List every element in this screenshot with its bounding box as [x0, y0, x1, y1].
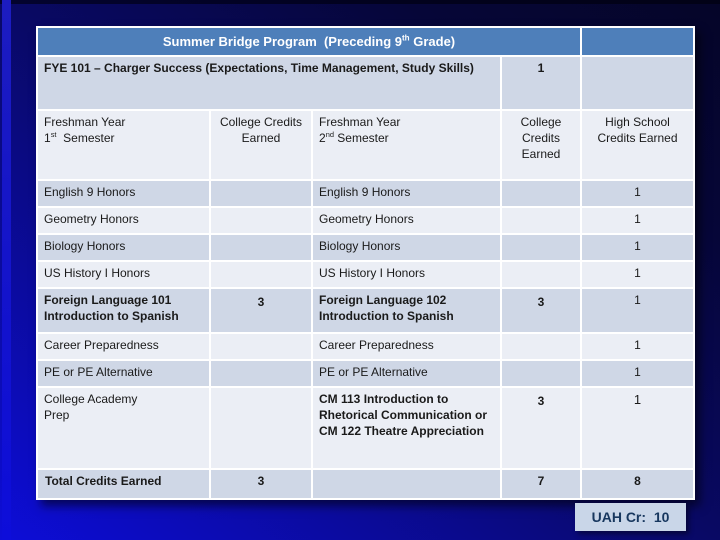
cell-hs-credits: 1	[581, 234, 694, 261]
table-title-text-end: Grade)	[409, 33, 456, 49]
table-title-spacer-cell	[581, 27, 694, 56]
college-academy-prep-text: College Academy Prep	[44, 392, 138, 423]
header-sem2-num: 2	[319, 131, 326, 146]
fye-hs-credits-cell	[581, 56, 694, 110]
cell-hs-credits: 1	[581, 288, 694, 333]
cell-hs-credits: 1	[581, 180, 694, 207]
cell-sem2-credits	[501, 207, 581, 234]
cell-sem2-credits	[501, 180, 581, 207]
credits-table	[36, 26, 695, 500]
cell-sem2-course: Career Preparedness	[312, 333, 501, 360]
header-sem1-sup: st	[50, 130, 57, 140]
header-hs-credits: High School Credits Earned	[581, 110, 694, 180]
cell-sem2-course: CM 113 Introduction to Rhetorical Communication or CM 122 Theatre Appreciation	[312, 387, 501, 469]
cell-sem2-credits	[501, 360, 581, 387]
cell-hs-credits: 1	[581, 360, 694, 387]
table-row-foreign-language	[37, 288, 694, 333]
header-sem1-num: 1	[44, 131, 51, 146]
cell-sem1-course: Geometry Honors	[37, 207, 210, 234]
cell-sem2-course: US History I Honors	[312, 261, 501, 288]
left-accent-stripe	[2, 0, 11, 540]
header-sem2-sup: nd	[325, 130, 334, 140]
cell-hs-credits: 1	[581, 333, 694, 360]
cell-sem2-credits: 3	[501, 288, 581, 333]
header-sem2-line1: Freshman Year	[319, 115, 401, 129]
total-sem1-credits: 3	[210, 469, 312, 499]
table-title-superscript: th	[402, 33, 410, 43]
table-title-text: Summer Bridge Program (Preceding 9	[162, 33, 402, 49]
cell-sem1-course: Foreign Language 101 Introduction to Spanish	[37, 288, 210, 333]
total-spacer-cell	[312, 469, 501, 499]
cell-sem2-credits: 3	[501, 387, 581, 469]
header-college-credits-1: College Credits Earned	[210, 110, 312, 180]
total-label: Total Credits Earned	[37, 469, 210, 499]
header-college-credits-2: College Credits Earned	[501, 110, 581, 180]
cell-sem1-credits	[210, 333, 312, 360]
cell-sem2-course: English 9 Honors	[312, 180, 501, 207]
cell-sem1-credits	[210, 261, 312, 288]
table-row	[37, 234, 694, 261]
cell-sem2-credits	[501, 261, 581, 288]
cell-sem1-credits	[210, 360, 312, 387]
cell-hs-credits: 1	[581, 207, 694, 234]
fye-college-credits-cell: 1	[501, 56, 581, 110]
slide-top-edge	[0, 0, 720, 4]
table-row	[37, 360, 694, 387]
cell-sem1-credits	[210, 207, 312, 234]
table-row-college-academy	[37, 387, 694, 469]
table-title-row	[37, 27, 694, 56]
fye-course-cell: FYE 101 – Charger Success (Expectations, Time Management, Study Skills)	[37, 56, 501, 110]
cell-sem2-credits	[501, 234, 581, 261]
table-row	[37, 207, 694, 234]
cell-sem1-credits	[210, 234, 312, 261]
header-sem1-line1: Freshman Year	[44, 115, 126, 129]
cell-sem2-course: PE or PE Alternative	[312, 360, 501, 387]
cell-sem1-course: Biology Honors	[37, 234, 210, 261]
fye-row	[37, 56, 694, 110]
cell-sem1-course	[37, 387, 210, 469]
header-sem1-rest: Semester	[56, 131, 115, 146]
cell-sem1-credits: 3	[210, 288, 312, 333]
total-sem2-credits: 7	[501, 469, 581, 499]
cell-sem1-credits	[210, 180, 312, 207]
cell-sem2-course: Geometry Honors	[312, 207, 501, 234]
header-sem2-cell	[312, 110, 501, 180]
header-sem1-cell	[37, 110, 210, 180]
cell-sem2-credits	[501, 333, 581, 360]
cell-sem1-course: English 9 Honors	[37, 180, 210, 207]
table-title	[37, 27, 581, 56]
cell-hs-credits: 1	[581, 387, 694, 469]
column-header-row	[37, 110, 694, 180]
total-row	[37, 469, 694, 499]
cell-sem1-course: PE or PE Alternative	[37, 360, 210, 387]
total-hs-credits: 8	[581, 469, 694, 499]
header-sem2-rest: Semester	[333, 131, 389, 146]
cell-sem1-course: US History I Honors	[37, 261, 210, 288]
table-row	[37, 180, 694, 207]
cell-sem1-course: Career Preparedness	[37, 333, 210, 360]
cell-sem2-course: Foreign Language 102 Introduction to Spanish	[312, 288, 501, 333]
cell-sem1-credits	[210, 387, 312, 469]
cell-sem2-course: Biology Honors	[312, 234, 501, 261]
uah-credit-badge: UAH Cr: 10	[575, 503, 686, 531]
table-row	[37, 261, 694, 288]
cell-hs-credits: 1	[581, 261, 694, 288]
table-row	[37, 333, 694, 360]
